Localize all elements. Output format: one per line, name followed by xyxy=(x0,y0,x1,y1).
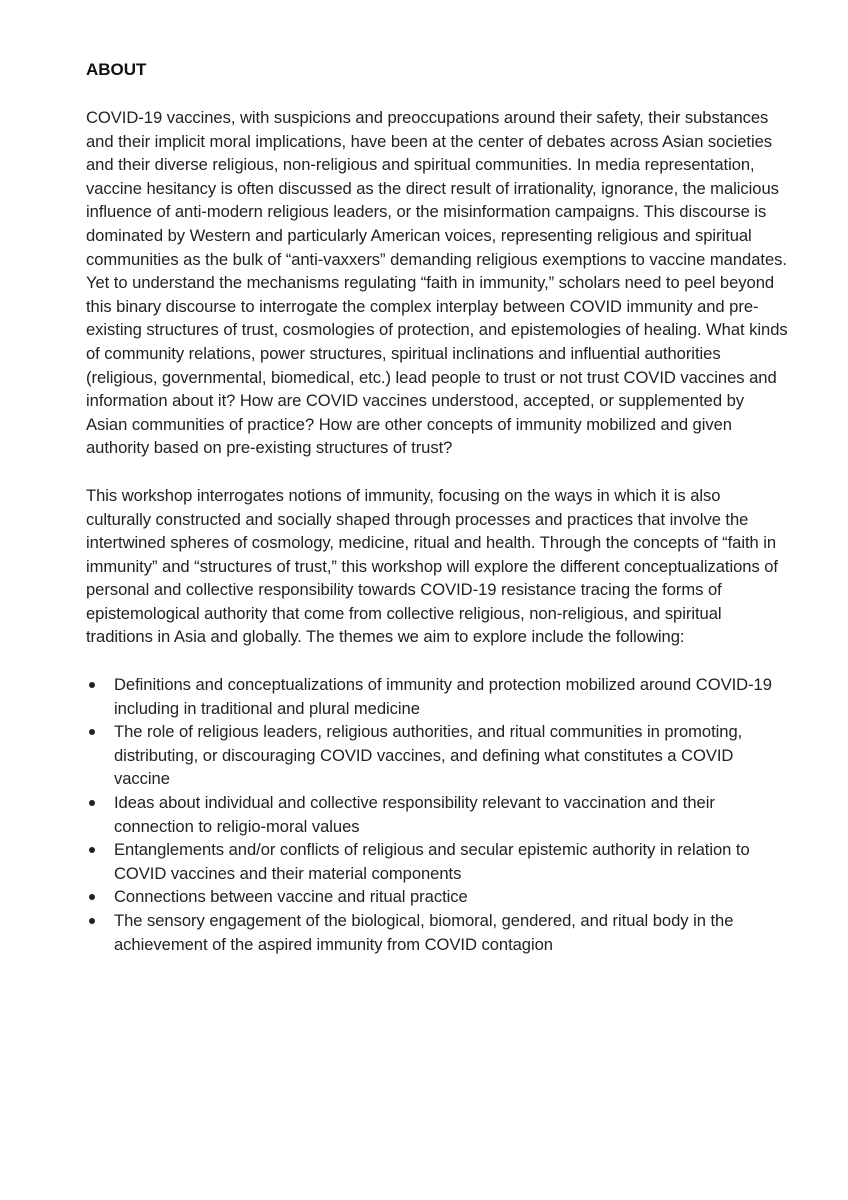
bullet-icon xyxy=(89,847,95,853)
section-heading: ABOUT xyxy=(86,60,147,79)
list-item-text: The sensory engagement of the biological, biomoral, gendered, and ritual body in the achievement of the aspired immunity from COVID contagion xyxy=(114,911,734,954)
list-item xyxy=(86,791,788,838)
list-item xyxy=(86,673,788,720)
workshop-paragraph: This workshop interrogates notions of immunity, focusing on the ways in which it is also culturally constructed and socially shaped through processes and practices that involve the intertwined spheres of cosmology, medicine, ritual and health. Through the concepts of “faith in immunity” and “structures of trust,” this workshop will explore the different conceptualizations of personal and collective responsibility towards COVID-19 resistance tracing the forms of epistemological authority that come from collective religious, non-religious, and spiritual traditions in Asia and globally. The themes we aim to explore include the following: xyxy=(86,485,778,647)
list-item xyxy=(86,838,788,885)
bullet-icon xyxy=(89,729,95,735)
bullet-icon xyxy=(89,682,95,688)
list-item xyxy=(86,885,788,909)
list-item-text: Definitions and conceptualizations of immunity and protection mobilized around COVID-19 including in traditional and plural medicine xyxy=(114,675,772,718)
bullet-icon xyxy=(89,894,95,900)
list-item xyxy=(86,720,788,791)
intro-paragraph: COVID-19 vaccines, with suspicions and preoccupations around their safety, their substances and their implicit moral implications, have been at the center of debates across Asian societies and their diverse religious, non-religious and spiritual communities. In media representation, vaccine hesitancy is often discussed as the direct result of irrationality, ignorance, the malicious influence of anti-modern religious leaders, or the misinformation campaigns. This discourse is dominated by Western and particularly American voices, representing religious and spiritual communities as the bulk of “anti-vaxxers” demanding religious exemptions to vaccine mandates. Yet to understand the mechanisms regulating “faith in immunity,” scholars need to peel beyond this binary discourse to interrogate the complex interplay between COVID immunity and pre-existing structures of trust, cosmologies of protection, and epistemologies of healing. What kinds of community relations, power structures, spiritual inclinations and influential authorities (religious, governmental, biomedical, etc.) lead people to trust or not trust COVID vaccines and information about it? How are COVID vaccines understood, accepted, or supplemented by Asian communities of practice? How are other concepts of immunity mobilized and given authority based on pre-existing structures of trust? xyxy=(86,108,788,458)
list-item xyxy=(86,909,788,956)
list-item-text: Ideas about individual and collective responsibility relevant to vaccination and their connection to religio-moral values xyxy=(114,793,715,836)
bullet-icon xyxy=(89,800,95,806)
list-item-text: The role of religious leaders, religious authorities, and ritual communities in promoting, distributing, or discouraging COVID vaccines, and defining what constitutes a COVID vaccine xyxy=(114,722,743,789)
list-item-text: Connections between vaccine and ritual practice xyxy=(114,887,468,907)
list-item-text: Entanglements and/or conflicts of religious and secular epistemic authority in relation to COVID vaccines and their material components xyxy=(114,840,750,883)
bullet-icon xyxy=(89,918,95,924)
themes-list xyxy=(86,673,788,956)
